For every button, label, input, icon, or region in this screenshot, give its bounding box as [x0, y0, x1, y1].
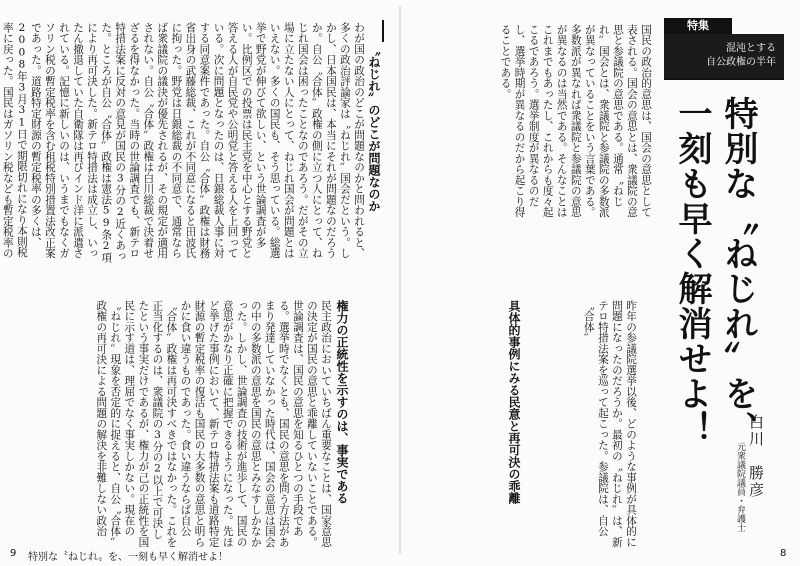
page-number-left: 9 [10, 548, 17, 559]
feature-subtitle-line-2: 自公政権の半年 [706, 57, 776, 68]
section-heading-3: 具体的事例にみる民意と再可決の乖離 [507, 300, 521, 504]
feature-subtitle-line-1: 混沌とする [726, 43, 776, 54]
left-lower-body-text: 民主政治においていちばん重要なことは、国家意思の決定が国民の意思と乖離していないことである。世論調査は、国民の意思を知るひとつの手段である。選挙時でなくとも、国民の意思を問う方法があまり発達していなかった時代は、国会の意思は国会の中の多数派の意思を国民の意思とみなすしかなかった。しかし、世論調査の技術が進歩して、国民の意思がかなり正確に把握できるようになった。先ほど挙げた事例において、新テロ特措法案も道路特定財源の暫定税率の復活も国民の大多数の意思と明らかに食い違うものであった。食い違うならば自公〝合体〟政権は再可決すべきではなかった。これを正当化するのは、衆議院の3分の2以上で可決したという事実だけであるが、権力が己の正統性を国民に示す道は、理屈でなく事実しかない。現在の〝ねじれ〟現象を否定的に捉えると、自公〝合体〟政権の再可決による問題の解決を非難しない政治 [95, 300, 332, 548]
feature-tag: 特集 [664, 18, 732, 34]
feature-subtitle-box [664, 34, 784, 78]
page-gutter [399, 6, 401, 554]
feature-rule [664, 78, 784, 80]
running-title: 特別な〝ねじれ〟を、一刻も早く解消せよ！ [28, 552, 228, 563]
section-heading-1: 〝ねじれ〟のどこが問題なのか [367, 44, 381, 212]
page-number-right: 8 [780, 548, 787, 559]
section-heading-2: 権力の正統性を示すのは、事実である [335, 300, 349, 504]
article-title-line-1: 特別な〝ねじれ〟を、 [718, 96, 758, 446]
author-title: 元衆議院議員・弁護士 [735, 442, 745, 532]
right-upper-body-text: 国民の政治的意思は、国会の意思として表される。国会の意思とは、衆議院の意思と参議院の意思である。通常〝ねじれ〟国会とは、衆議院と参議院の多数派が異なっていることをいう言葉である。多数派が異なれば衆議院と参議院の意思が異なるのは当然である。そんなことはこれまでもあったし、これからも度々起こるであろう。選挙制度が異なるのだし、選挙時期が異なるのだから起こり得ることである。 [499, 24, 652, 218]
right-lower-body-text: 昨年の参議院選挙以後、どのような事例が具体的に問題になったのだろうか。最初の〝ねじれ〟は、新テロ特措法案を巡って起こった。参議院は、自公〝合体〟 [582, 300, 637, 548]
author-name: 白川 勝彦 [747, 414, 765, 499]
author-byline [707, 414, 767, 544]
left-upper-body-text: わが国の政治のどこが問題なのかと問われると、多くの政治評論家は〝ねじれ〟国会だという。しかし、日本国民は、本当にそれが問題なのだろうか。自公〝合体〟政権の側に立つ人にとって、ねじれ国会は困ったことなのであろう。だがその立場に立たない人にとって、ねじれ国会が問題とはいえない。多くの国民も、そう思っている。総選挙で野党が伸びて欲しい、という世論調査が多い。比例区での投票は民主党を中心とする野党と答える人が自民党や公明党と答える人を上回っている。次に問題となったのは、日銀総裁人事に対する同意案件であった。自公〝合体〟政権は財務省出身の武藤総裁、これが不同意になると田波氏に拘った。野党は日銀総裁の不同意で、通常ならば衆議院の議決が優先されるが、その規定が適用されない。自公〝合体〟政権は白川総裁で決着せざるを得なかった。当時の世論調査でも、新テロ特措法案に反対の意見が国民の3分の2近くあった。ところが自公〝合体〟政権は憲法59条2項により再可決した。新テロ特措法は成立し、いったん撤退していた自衛隊は再びインド洋に派遣されている。記憶に新しいのは、いうまでもなくガソリン税の暫定税率を含む租税特別措置法改正案であった。道路特定財源の暫定税率の多くは、2008年3月31日で期限切れになり本則税率に戻った。国民はガソリン税なども暫定税率の [1, 22, 365, 263]
article-title-line-2: 一刻も早く解消せよ！ [672, 96, 712, 446]
heading-rule [382, 20, 384, 42]
